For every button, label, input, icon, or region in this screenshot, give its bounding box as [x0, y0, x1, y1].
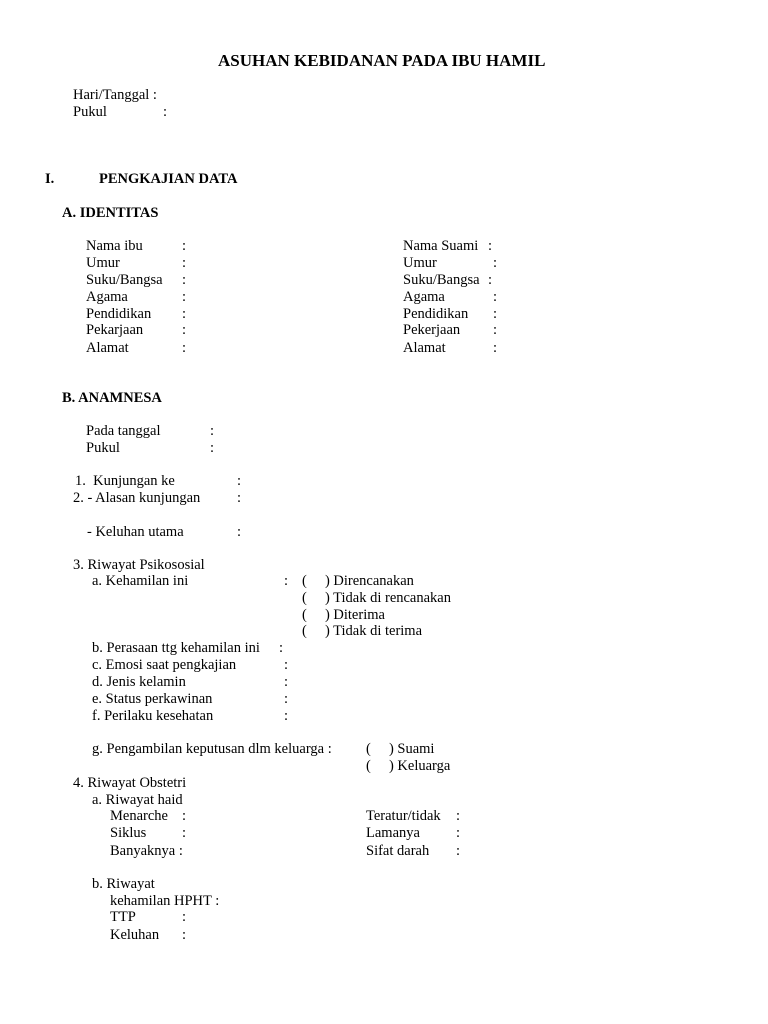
suami-colon: :: [493, 289, 498, 305]
obstetri-heading: 4. Riwayat Obstetri: [73, 775, 187, 791]
psikososial-colon: :: [284, 657, 289, 673]
kehamilan-ini-label: a. Kehamilan ini: [92, 573, 189, 589]
anamnesa-pukul-label: Pukul: [86, 440, 120, 456]
psikososial-item: e. Status perkawinan: [92, 691, 213, 707]
suami-colon: :: [493, 322, 498, 338]
suami-label: Pekerjaan: [403, 322, 461, 338]
keluhan-colon: :: [182, 927, 187, 943]
kehamilan-option: ( ) Diterima: [302, 607, 385, 623]
riwayat-label: b. Riwayat: [92, 876, 155, 892]
pukul-colon: :: [163, 104, 168, 120]
kunjungan-label: 1. Kunjungan ke: [75, 473, 175, 489]
pukul-label: Pukul: [73, 104, 107, 120]
ibu-colon: :: [182, 238, 187, 254]
suami-label: Pendidikan: [403, 306, 469, 322]
keluhan-utama-label: - Keluhan utama: [87, 524, 184, 540]
lamanya-label: Lamanya: [366, 825, 420, 841]
ibu-label: Umur: [86, 255, 120, 271]
psikososial-item: f. Perilaku kesehatan: [92, 708, 214, 724]
suami-colon: :: [488, 272, 493, 288]
section-number: I.: [45, 171, 55, 187]
ibu-label: Pendidikan: [86, 306, 152, 322]
suami-label: Nama Suami: [403, 238, 479, 254]
section-title: PENGKAJIAN DATA: [99, 171, 238, 187]
ibu-colon: :: [182, 322, 187, 338]
anamnesa-heading: B. ANAMNESA: [62, 390, 162, 406]
teratur-colon: :: [456, 808, 461, 824]
psikososial-colon: :: [284, 674, 289, 690]
banyaknya-label: Banyaknya :: [110, 843, 183, 859]
page-title: ASUHAN KEBIDANAN PADA IBU HAMIL: [218, 51, 546, 70]
keluhan-utama-colon: :: [237, 524, 242, 540]
keluhan-label: Keluhan: [110, 927, 160, 943]
kehamilan-option: ( ) Direncanakan: [302, 573, 414, 589]
alasan-label: 2. - Alasan kunjungan: [73, 490, 201, 506]
suami-colon: :: [493, 255, 498, 271]
teratur-label: Teratur/tidak: [366, 808, 441, 824]
hari-tanggal-label: Hari/Tanggal :: [73, 87, 157, 103]
psikososial-item: b. Perasaan ttg kehamilan ini: [92, 640, 260, 656]
ttp-label: TTP: [110, 909, 136, 925]
ibu-label: Pekarjaan: [86, 322, 144, 338]
ibu-label: Agama: [86, 289, 128, 305]
ibu-label: Suku/Bangsa: [86, 272, 163, 288]
alasan-colon: :: [237, 490, 242, 506]
sifat-darah-colon: :: [456, 843, 461, 859]
menarche-label: Menarche: [110, 808, 168, 824]
suami-colon: :: [488, 238, 493, 254]
hpht-label: kehamilan HPHT :: [110, 893, 220, 909]
ibu-label: Nama ibu: [86, 238, 143, 254]
psikososial-heading: 3. Riwayat Psikososial: [73, 557, 205, 573]
siklus-colon: :: [182, 825, 187, 841]
suami-label: Agama: [403, 289, 445, 305]
psikososial-colon: :: [284, 691, 289, 707]
kehamilan-option: ( ) Tidak di terima: [302, 623, 423, 639]
pada-tanggal-colon: :: [210, 423, 215, 439]
anamnesa-pukul-colon: :: [210, 440, 215, 456]
suami-label: Suku/Bangsa: [403, 272, 480, 288]
ibu-colon: :: [182, 289, 187, 305]
psikososial-item: d. Jenis kelamin: [92, 674, 186, 690]
psikososial-colon: :: [284, 708, 289, 724]
suami-colon: :: [493, 306, 498, 322]
psikososial-colon: :: [279, 640, 284, 656]
ibu-colon: :: [182, 340, 187, 356]
kunjungan-colon: :: [237, 473, 242, 489]
riwayat-haid-label: a. Riwayat haid: [92, 792, 183, 808]
suami-label: Umur: [403, 255, 437, 271]
menarche-colon: :: [182, 808, 187, 824]
identitas-heading: A. IDENTITAS: [62, 205, 159, 221]
ttp-colon: :: [182, 909, 187, 925]
ibu-colon: :: [182, 272, 187, 288]
pada-tanggal-label: Pada tanggal: [86, 423, 161, 439]
keputusan-option: ( ) Suami: [366, 741, 435, 757]
ibu-colon: :: [182, 306, 187, 322]
sifat-darah-label: Sifat darah: [366, 843, 430, 859]
ibu-label: Alamat: [86, 340, 129, 356]
keputusan-option: ( ) Keluarga: [366, 758, 451, 774]
suami-label: Alamat: [403, 340, 446, 356]
siklus-label: Siklus: [110, 825, 147, 841]
ibu-colon: :: [182, 255, 187, 271]
suami-colon: :: [493, 340, 498, 356]
psikososial-item: c. Emosi saat pengkajian: [92, 657, 237, 673]
kehamilan-option: ( ) Tidak di rencanakan: [302, 590, 451, 606]
lamanya-colon: :: [456, 825, 461, 841]
kehamilan-ini-colon: :: [284, 573, 289, 589]
keputusan-label: g. Pengambilan keputusan dlm keluarga :: [92, 741, 332, 757]
